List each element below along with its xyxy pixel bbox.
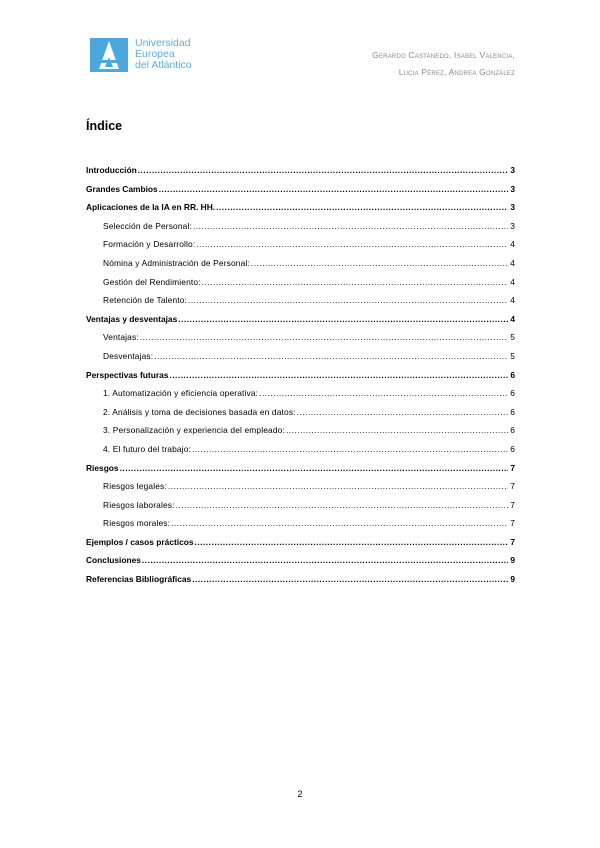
toc-entry[interactable] [86, 444, 515, 463]
toc-entry[interactable] [86, 537, 515, 556]
toc-entry[interactable] [86, 463, 515, 482]
toc-leader-dots [159, 184, 509, 194]
toc-entry[interactable] [86, 407, 515, 426]
toc-entry[interactable] [86, 184, 515, 203]
toc-leader-dots [168, 481, 508, 491]
toc-leader-dots [196, 239, 508, 249]
toc-leader-dots [192, 574, 508, 584]
toc-leader-dots [193, 221, 508, 231]
toc-entry-text: Riesgos morales: [103, 518, 171, 529]
toc-entry-page: 6 [510, 369, 515, 380]
toc-entry-text: Selección de Personal: [103, 220, 192, 231]
toc-entry-text: Perspectivas futuras [86, 369, 169, 380]
toc-entry-text: Conclusiones [86, 555, 141, 566]
toc-leader-dots [140, 332, 508, 342]
university-logo [90, 38, 192, 72]
toc-entry[interactable] [86, 165, 515, 184]
toc-entry-page: 4 [510, 313, 515, 324]
toc-leader-dots [154, 351, 508, 361]
toc-entry-text: Ejemplos / casos prácticos [86, 536, 194, 547]
toc-entry-text: Gestión del Rendimiento: [103, 276, 201, 287]
toc-entry[interactable] [86, 258, 515, 277]
toc-entry-page: 3 [510, 183, 515, 194]
toc-leader-dots [178, 314, 508, 324]
toc-entry-page: 9 [510, 555, 515, 566]
toc-entry-page: 3 [510, 165, 515, 175]
toc-entry-page: 7 [510, 481, 515, 492]
toc-entry[interactable] [86, 370, 515, 389]
toc-leader-dots [297, 407, 509, 417]
toc-entry-page: 7 [510, 499, 515, 510]
toc-leader-dots [286, 425, 508, 435]
toc-entry-page: 7 [510, 536, 515, 547]
toc-entry-text: Riesgos [86, 462, 119, 473]
toc-entry-text: Grandes Cambios [86, 183, 158, 194]
toc-entry-page: 4 [510, 239, 515, 250]
table-of-contents [86, 165, 515, 593]
toc-entry-page: 3 [510, 202, 515, 213]
toc-entry-text: Retención de Talento: [103, 295, 188, 306]
toc-entry[interactable] [86, 314, 515, 333]
toc-entry[interactable] [86, 239, 515, 258]
toc-entry-text: 1. Automatización y eficiencia operativa: [103, 388, 259, 399]
toc-entry[interactable] [86, 500, 515, 519]
toc-entry[interactable] [86, 277, 515, 296]
authors-line-2: Lucia Pérez, Andrea González [398, 67, 515, 77]
toc-entry-page: 3 [510, 220, 515, 231]
logo-a-icon [90, 38, 128, 72]
toc-leader-dots [195, 537, 509, 547]
toc-entry-text: 2. Análisis y toma de decisiones basada en datos: [103, 406, 296, 417]
toc-entry-text: Nómina y Administración de Personal: [103, 257, 250, 268]
toc-entry[interactable] [86, 518, 515, 537]
toc-entry-page: 9 [510, 574, 515, 585]
toc-leader-dots [216, 202, 508, 212]
toc-entry-text: Referencias Bibliográficas [86, 574, 192, 585]
toc-entry[interactable] [86, 351, 515, 370]
toc-entry-page: 6 [510, 443, 515, 454]
toc-entry-text: 3. Personalización y experiencia del empleado: [103, 425, 285, 436]
toc-entry[interactable] [86, 332, 515, 351]
index-title: Índice [86, 119, 123, 133]
toc-leader-dots [192, 444, 508, 454]
toc-leader-dots [259, 388, 508, 398]
toc-leader-dots [202, 277, 509, 287]
authors [372, 47, 515, 81]
toc-entry-text: Ventajas y desventajas [86, 313, 178, 324]
toc-entry-text: Formación y Desarrollo: [103, 239, 196, 250]
toc-entry-page: 7 [510, 462, 515, 473]
toc-entry[interactable] [86, 555, 515, 574]
toc-leader-dots [138, 165, 509, 175]
logo-text [135, 38, 192, 71]
toc-entry-text: Riesgos laborales: [103, 499, 175, 510]
toc-entry-text: Desventajas: [103, 350, 154, 361]
toc-entry[interactable] [86, 388, 515, 407]
toc-leader-dots [142, 555, 508, 565]
toc-entry[interactable] [86, 425, 515, 444]
authors-line-1: Gerardo Castanedo, Isabel Valencia, [372, 50, 515, 60]
toc-entry[interactable] [86, 202, 515, 221]
toc-entry-page: 6 [510, 388, 515, 399]
toc-leader-dots [176, 500, 509, 510]
toc-leader-dots [171, 518, 508, 528]
toc-entry[interactable] [86, 481, 515, 500]
toc-leader-dots [169, 370, 508, 380]
toc-entry-text: Ventajas: [103, 332, 139, 343]
page-number: 2 [297, 789, 303, 799]
toc-entry-page: 5 [510, 332, 515, 343]
toc-entry-text: Riesgos legales: [103, 481, 167, 492]
toc-entry-page: 4 [510, 295, 515, 306]
toc-entry-text: 4. El futuro del trabajo: [103, 443, 192, 454]
toc-entry[interactable] [86, 295, 515, 314]
toc-leader-dots [120, 463, 509, 473]
toc-entry-page: 7 [510, 518, 515, 529]
toc-entry-text: Aplicaciones de la IA en RR. HH. [86, 202, 216, 213]
logo-line-2: Europea [135, 48, 175, 60]
logo-line-3: del Atlántico [135, 59, 192, 71]
toc-entry-page: 6 [510, 425, 515, 436]
toc-entry-page: 4 [510, 257, 515, 268]
toc-entry-text: Introducción [86, 165, 137, 175]
toc-entry-page: 5 [510, 350, 515, 361]
toc-entry-page: 4 [510, 276, 515, 287]
toc-entry-page: 6 [510, 406, 515, 417]
toc-leader-dots [251, 258, 508, 268]
toc-entry[interactable] [86, 574, 515, 593]
toc-entry[interactable] [86, 221, 515, 240]
toc-leader-dots [188, 295, 508, 305]
logo-line-1: Universidad [135, 37, 191, 49]
